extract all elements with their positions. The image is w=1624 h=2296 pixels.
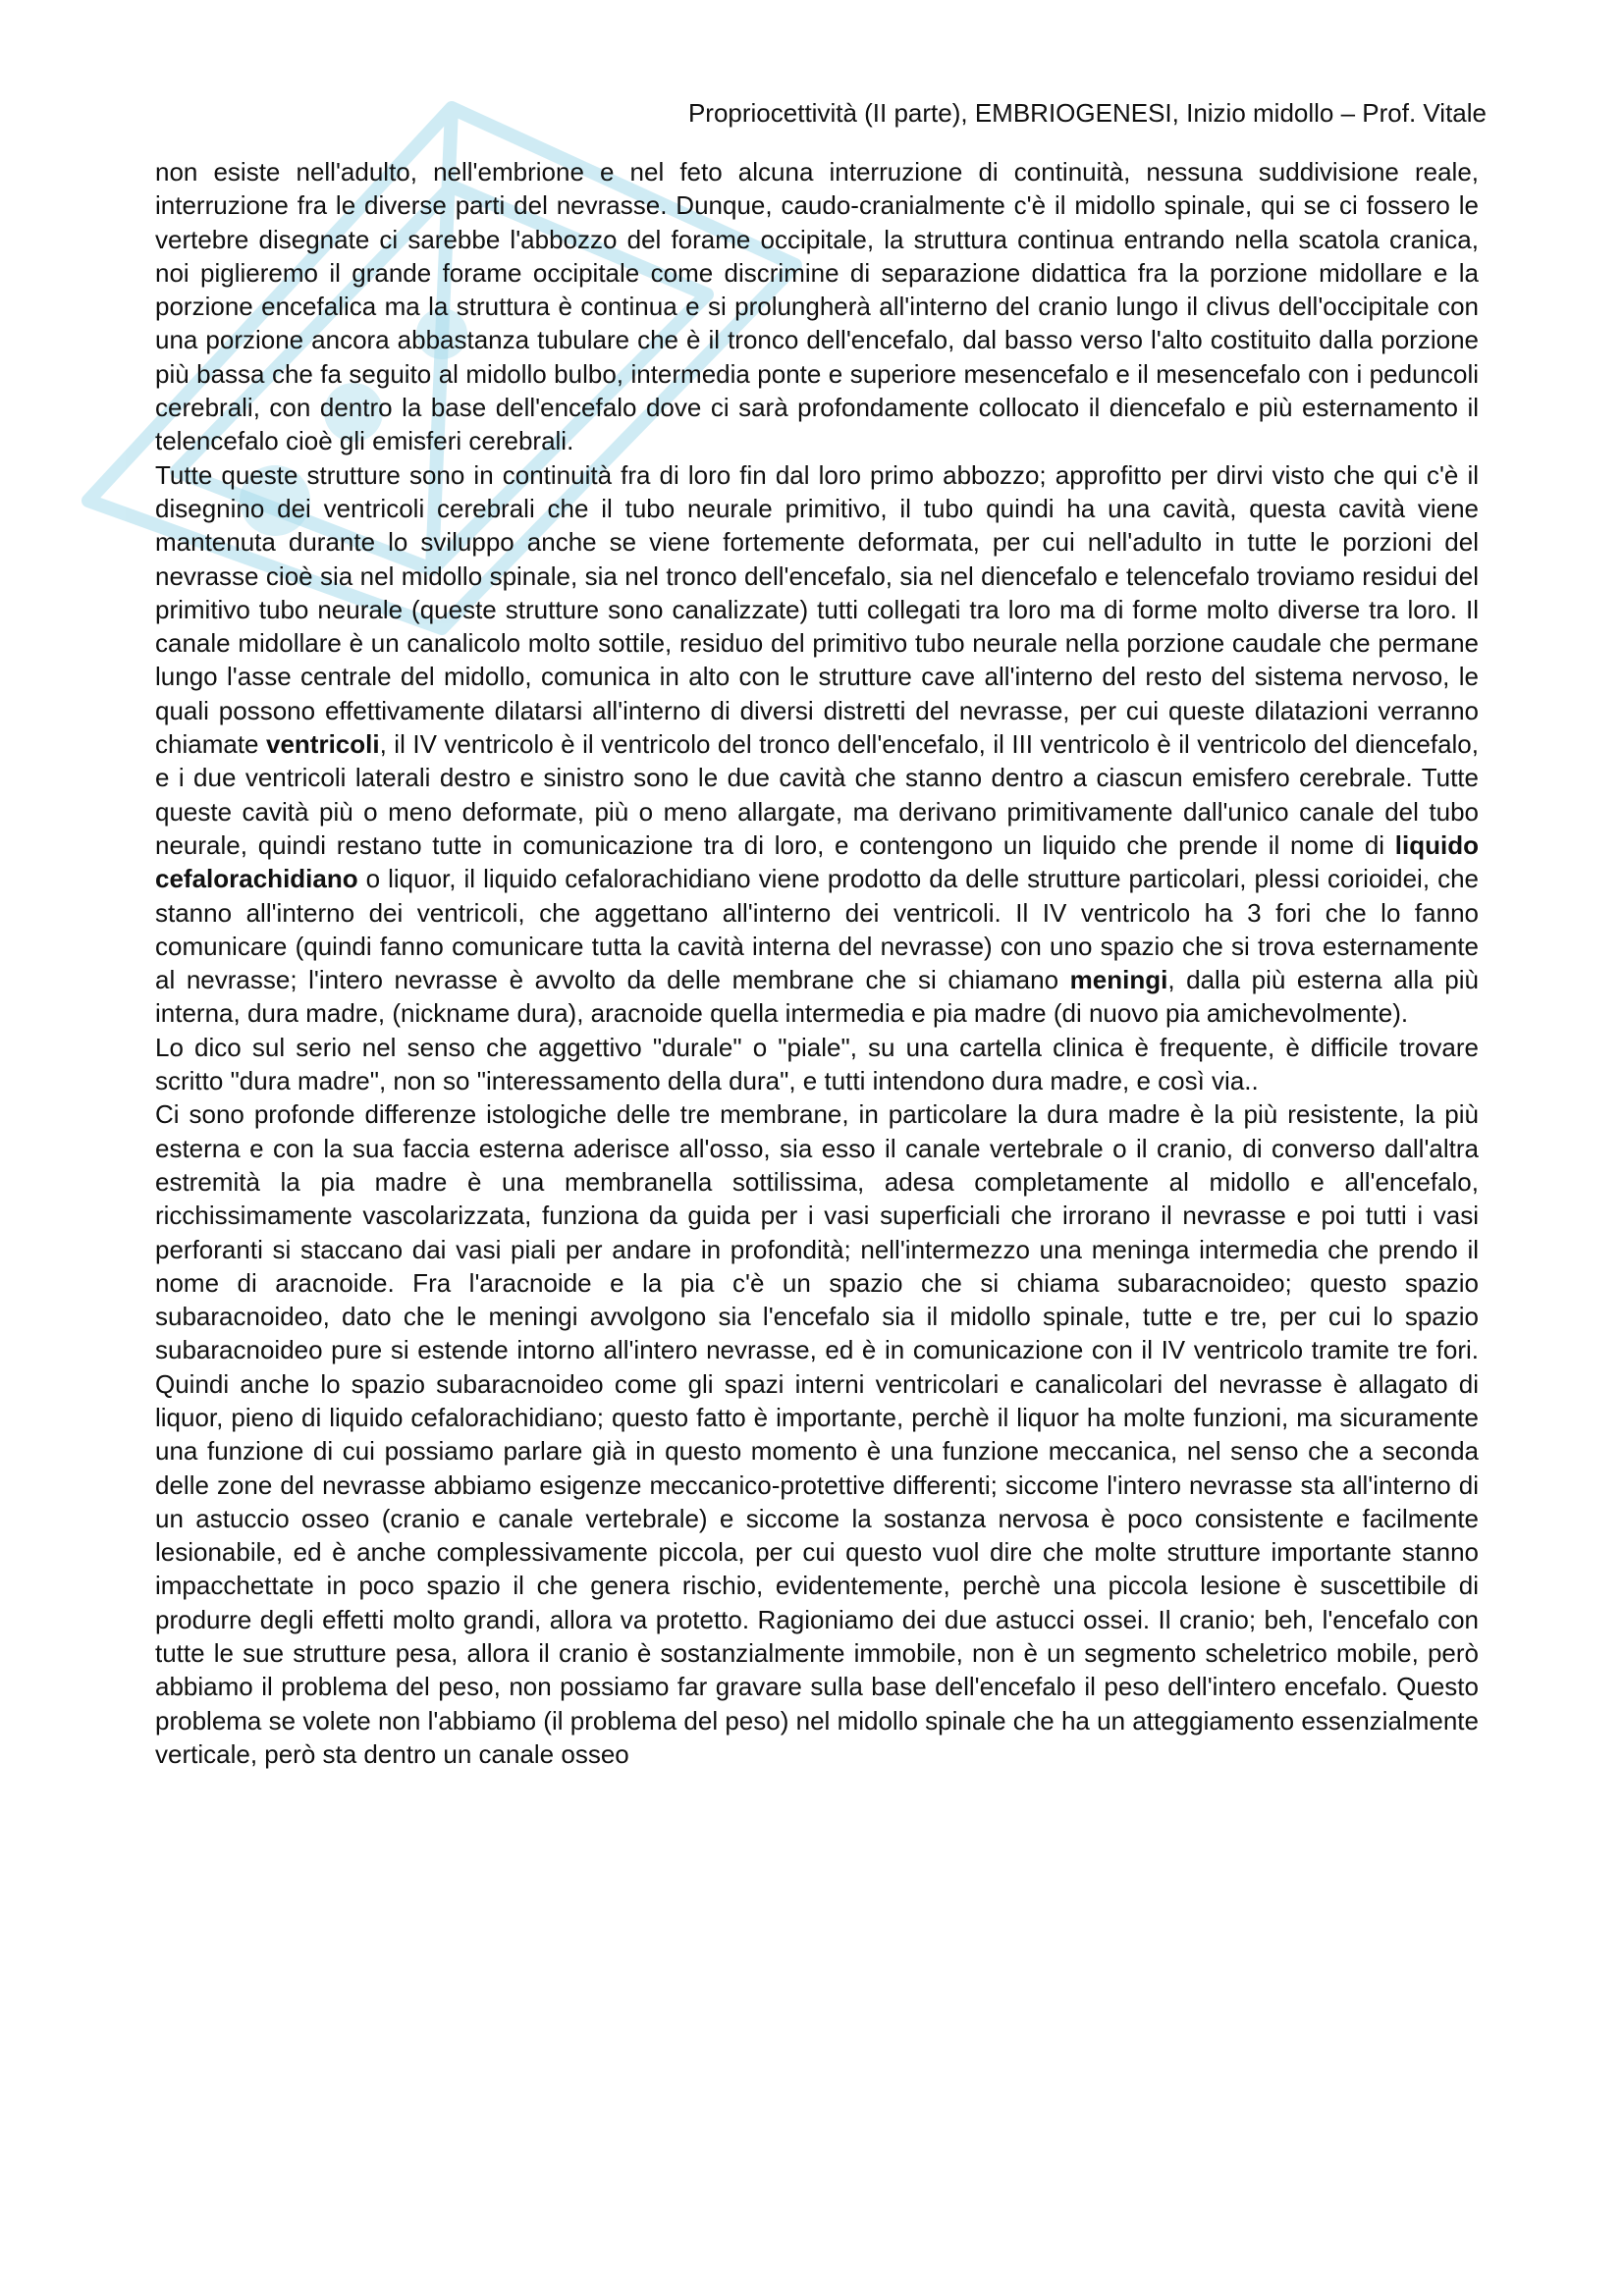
paragraph bbox=[155, 458, 1479, 1031]
bold-term: liquido cefalorachidiano bbox=[155, 829, 1479, 894]
paragraph-text: , dalla più esterna alla più interna, dura madre, (nickname dura), aracnoide quella intermedia e pia madre (di nuovo pia amichevolmente). bbox=[155, 965, 1479, 1029]
bold-term: meningi bbox=[1069, 965, 1168, 995]
bold-term: ventricoli bbox=[266, 729, 380, 760]
paragraph-text: Ci sono profonde differenze istologiche delle tre membrane, in particolare la dura madre è la più resistente, la più esterna e con la sua faccia esterna aderisce all'osso, sia esso il canale vertebrale o il cranio, di converso dall'altra estremità la pia madre è una membranella sottilissima, adesa completamente al midollo e all'encefalo, ricchissimamente vascolarizzata, funziona da guida per i vasi superficiali che irrorano il nevrasse e poi tutti i vasi perforanti si staccano dai vasi piali per andare in profondità; nell'intermezzo una meninga intermedia che prendo il nome di aracnoide. Fra l'aracnoide e la pia c'è un spazio che si chiama subaracnoideo; questo spazio subaracnoideo, dato che le meningi avvolgono sia l'encefalo sia il midollo spinale, tutte e tre, per cui lo spazio subaracnoideo pure si estende intorno all'intero nevrasse, ed è in comunicazione con il IV ventricolo tramite tre fori. Quindi anche lo spazio subaracnoideo come gli spazi interni ventricolari e canalicolari del nevrasse è allagato di liquor, pieno di liquido cefalorachidiano; questo fatto è importante, perchè il liquor ha molte funzioni, ma sicuramente una funzione di cui possiamo parlare già in questo momento è una funzione meccanica, nel senso che a seconda delle zone del nevrasse abbiamo esigenze meccanico-protettive differenti; siccome l'intero nevrasse sta all'interno di un astuccio osseo (cranio e canale vertebrale) e siccome la sostanza nervosa è poco consistente e facilmente lesionabile, ed è anche complessivamente piccola, per cui questo vuol dire che molte strutture importante stanno impacchettate in poco spazio il che genera rischio, evidentemente, perchè una piccola lesione è suscettibile di produrre degli effetti molto grandi, allora va protetto. Ragioniamo dei due astucci ossei. Il cranio; beh, l'encefalo con tutte le sue strutture pesa, allora il cranio è sostanzialmente immobile, non è un segmento scheletrico mobile, però abbiamo il problema del peso, non possiamo far gravare sulla base dell'encefalo il peso dell'intero encefalo. Questo problema se volete non l'abbiamo (il problema del peso) nel midollo spinale che ha un atteggiamento essenzialmente verticale, però sta dentro un canale osseo bbox=[155, 1099, 1479, 1769]
paragraph bbox=[155, 1097, 1479, 1771]
document-body bbox=[155, 155, 1479, 1771]
paragraph-text: Lo dico sul serio nel senso che aggettivo "durale" o "piale", su una cartella clinica è frequente, è difficile trovare scritto "dura madre", non so "interessamento della dura", e tutti intendono dura madre, e così via.. bbox=[155, 1032, 1479, 1096]
paragraph-text: o liquor, il liquido cefalorachidiano viene prodotto da delle strutture particolari, plessi corioidei, che stanno all'interno dei ventricoli, che aggettano all'interno dei ventricoli. Il IV ventricolo ha 3 fori che lo fanno comunicare (quindi fanno comunicare tutta la cavità interna del nevrasse) con uno spazio che si trova esternamente al nevrasse; l'intero nevrasse è avvolto da delle membrane che si chiamano bbox=[155, 864, 1479, 995]
paragraph bbox=[155, 155, 1479, 458]
page-header: Propriocettività (II parte), EMBRIOGENESI, Inizio midollo – Prof. Vitale bbox=[687, 98, 1487, 128]
paragraph bbox=[155, 1031, 1479, 1098]
paragraph-text: non esiste nell'adulto, nell'embrione e nel feto alcuna interruzione di continuità, nessuna suddivisione reale, interruzione fra le diverse parti del nevrasse. Dunque, caudo-cranialmente c'è il midollo spinale, qui se ci fossero le vertebre disegnate ci sarebbe l'abbozzo del forame occipitale, la struttura continua entrando nella scatola cranica, noi piglieremo il grande forame occipitale come discrimine di separazione didattica fra la porzione midollare e la porzione encefalica ma la struttura è continua e si prolungherà all'interno del cranio lungo il clivus dell'occipitale con una porzione ancora abbastanza tubulare che è il tronco dell'encefalo, dal basso verso l'alto costituito dalla porzione più bassa che fa seguito al midollo bulbo, intermedia ponte e superiore mesencefalo e il mesencefalo con i peduncoli cerebrali, con dentro la base dell'encefalo dove ci sarà profondamente collocato il diencefalo e più esternamento il telencefalo cioè gli emisferi cerebrali. bbox=[155, 157, 1479, 456]
paragraph-text: Tutte queste strutture sono in continuità fra di loro fin dal loro primo abbozzo; approfitto per dirvi visto che qui c'è il disegnino dei ventricoli cerebrali che il tubo neurale primitivo, il tubo quindi ha una cavità, questa cavità viene mantenuta durante lo sviluppo anche se viene fortemente deformata, per cui nell'adulto in tutte le porzioni del nevrasse cioè sia nel midollo spinale, sia nel tronco dell'encefalo, sia nel diencefalo e telencefalo troviamo residui del primitivo tubo neurale (queste strutture sono canalizzate) tutti collegati tra loro ma di forme molto diverse tra loro. Il canale midollare è un canalicolo molto sottile, residuo del primitivo tubo neurale nella porzione caudale che permane lungo l'asse centrale del midollo, comunica in alto con le strutture cave all'interno del resto del sistema nervoso, le quali possono effettivamente dilatarsi all'interno di diversi distretti del nevrasse, per cui queste dilatazioni verranno chiamate bbox=[155, 459, 1479, 760]
paragraph-text: , il IV ventricolo è il ventricolo del tronco dell'encefalo, il III ventricolo è il ventricolo del diencefalo, e i due ventricoli laterali destro e sinistro sono le due cavità che stanno dentro a ciascun emisfero cerebrale. Tutte queste cavità più o meno deformate, più o meno allargate, ma derivano primitivamente dall'unico canale del tubo neurale, quindi restano tutte in comunicazione tra di loro, e contengono un liquido che prende il nome di bbox=[155, 729, 1479, 860]
